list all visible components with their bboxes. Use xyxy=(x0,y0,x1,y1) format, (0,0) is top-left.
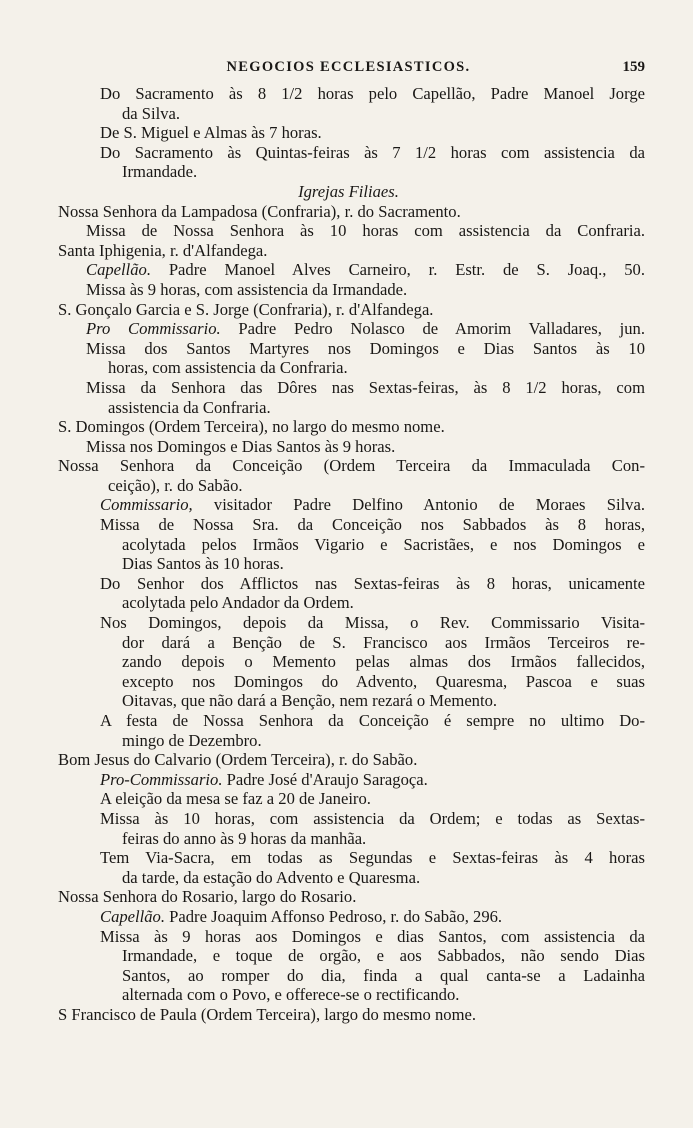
text-line xyxy=(52,358,645,378)
line-text: Oitavas, que não dará a Benção, nem rezará o Memento. xyxy=(122,691,498,711)
text-line xyxy=(52,809,645,829)
line-text: Nossa Senhora da Conceição (Ordem Terceira da Immaculada Con- xyxy=(58,456,645,476)
text-line xyxy=(52,848,645,868)
role-label: Capellão. xyxy=(86,260,151,280)
line-text: Nossa Senhora do Rosario, largo do Rosario. xyxy=(58,887,357,907)
text-line xyxy=(52,691,645,711)
line-text: da Silva. xyxy=(122,103,181,123)
text-line xyxy=(52,495,645,515)
line-text: Irmandade. xyxy=(122,162,198,182)
line-text: Do Sacramento às Quintas-feiras às 7 1/2 horas com assistencia da xyxy=(100,142,645,162)
text-line xyxy=(52,1005,645,1025)
line-text: De S. Miguel e Almas às 7 horas. xyxy=(100,123,322,143)
line-text: Santa Iphigenia, r. d'Alfandega. xyxy=(58,240,268,260)
text-line xyxy=(52,221,645,241)
text-line xyxy=(52,339,645,359)
page-number: 159 xyxy=(622,59,645,75)
line-text: Missa da Senhora das Dôres nas Sextas-feiras, às 8 1/2 horas, com xyxy=(86,377,645,397)
line-text: ceição), r. do Sabão. xyxy=(108,475,243,495)
line-text: Santos, ao romper do dia, finda a qual canta-se a Ladainha xyxy=(122,965,645,985)
text-line xyxy=(52,789,645,809)
text-line xyxy=(52,554,645,574)
line-text: Igrejas Filiaes. xyxy=(298,181,399,201)
running-title: NEGOCIOS ECCLESIASTICOS. xyxy=(226,59,471,75)
text-line xyxy=(52,515,645,535)
text-line xyxy=(52,711,645,731)
line-text: S Francisco de Paula (Ordem Terceira), largo do mesmo nome. xyxy=(58,1004,477,1024)
text-line xyxy=(52,398,645,418)
text-line xyxy=(52,750,645,770)
text-line xyxy=(52,84,645,104)
text-line xyxy=(52,280,645,300)
text-line xyxy=(52,927,645,947)
line-text: Missa nos Domingos e Dias Santos às 9 horas. xyxy=(86,436,396,456)
line-text: S. Domingos (Ordem Terceira), no largo do mesmo nome. xyxy=(58,417,445,437)
line-text: visitador Padre Delfino Antonio de Moraes Silva. xyxy=(192,495,645,515)
line-text: zando depois o Memento pelas almas dos Irmãos fallecidos, xyxy=(122,652,645,672)
line-text: Missa às 9 horas, com assistencia da Irmandade. xyxy=(86,279,408,299)
text-line xyxy=(52,946,645,966)
role-label: Commissario, xyxy=(100,495,193,515)
line-text: Do Senhor dos Afflictos nas Sextas-feiras às 8 horas, unicamente xyxy=(100,573,645,593)
body-text xyxy=(52,84,645,1025)
text-line xyxy=(52,456,645,476)
line-text: Dias Santos às 10 horas. xyxy=(122,554,284,574)
text-line xyxy=(52,907,645,927)
text-line xyxy=(52,966,645,986)
text-line xyxy=(52,593,645,613)
text-line xyxy=(52,260,645,280)
text-line xyxy=(52,123,645,143)
line-text: S. Gonçalo Garcia e S. Jorge (Confraria), r. d'Alfandega. xyxy=(58,299,434,319)
line-text: Missa de Nossa Senhora às 10 horas com assistencia da Confraria. xyxy=(86,221,645,241)
section-heading xyxy=(52,182,645,202)
line-text: Missa às 10 horas, com assistencia da Ordem; e todas as Sextas- xyxy=(100,808,645,828)
role-label: Pro Commissario. xyxy=(86,319,221,339)
text-line xyxy=(52,241,645,261)
text-line xyxy=(52,829,645,849)
text-line xyxy=(52,535,645,555)
text-line xyxy=(52,731,645,751)
text-line xyxy=(52,985,645,1005)
line-text: A eleição da mesa se faz a 20 de Janeiro. xyxy=(100,789,371,809)
line-text: acolytada pelo Andador da Ordem. xyxy=(122,593,354,613)
line-text: Missa dos Santos Martyres nos Domingos e Dias Santos às 10 xyxy=(86,338,645,358)
text-line xyxy=(52,319,645,339)
text-line xyxy=(52,887,645,907)
line-text: acolytada pelos Irmãos Vigario e Sacristães, e nos Domingos e xyxy=(122,534,645,554)
text-line xyxy=(52,378,645,398)
text-line xyxy=(52,633,645,653)
line-text: Missa de Nossa Sra. da Conceição nos Sabbados às 8 horas, xyxy=(100,515,645,535)
text-line xyxy=(52,104,645,124)
line-text: mingo de Dezembro. xyxy=(122,730,262,750)
text-line xyxy=(52,652,645,672)
line-text: Missa às 9 horas aos Domingos e dias Santos, com assistencia da xyxy=(100,926,645,946)
line-text: Nossa Senhora da Lampadosa (Confraria), r. do Sacramento. xyxy=(58,201,461,221)
text-line xyxy=(52,770,645,790)
line-text: Nos Domingos, depois da Missa, o Rev. Commissario Visita- xyxy=(100,613,645,633)
text-line xyxy=(52,574,645,594)
line-text: Padre Pedro Nolasco de Amorim Valladares, jun. xyxy=(220,319,645,339)
line-text: Irmandade, e toque de orgão, e aos Sabbados, não sendo Dias xyxy=(122,946,645,966)
text-line xyxy=(52,202,645,222)
text-line xyxy=(52,143,645,163)
line-text: Bom Jesus do Calvario (Ordem Terceira), r. do Sabão. xyxy=(58,750,418,770)
line-text: Do Sacramento às 8 1/2 horas pelo Capellão, Padre Manoel Jorge xyxy=(100,84,645,103)
line-text: Padre Manoel Alves Carneiro, r. Estr. de S. Joaq., 50. xyxy=(151,260,645,280)
line-text: da tarde, da estação do Advento e Quaresma. xyxy=(122,867,421,887)
line-text: A festa de Nossa Senhora da Conceição é sempre no ultimo Do- xyxy=(100,711,645,730)
line-text: Padre José d'Araujo Saragoça. xyxy=(222,769,428,789)
text-line xyxy=(52,613,645,633)
line-text: Padre Joaquim Affonso Pedroso, r. do Sabão, 296. xyxy=(165,906,503,926)
line-text: assistencia da Confraria. xyxy=(108,397,271,417)
text-line xyxy=(52,672,645,692)
line-text: alternada com o Povo, e offerece-se o rectificando. xyxy=(122,985,460,1005)
role-label: Capellão. xyxy=(100,906,165,926)
role-label: Pro-Commissario. xyxy=(100,769,223,789)
text-line xyxy=(52,476,645,496)
line-text: horas, com assistencia da Confraria. xyxy=(108,358,348,378)
line-text: excepto nos Domingos do Advento, Quaresma, Pascoa e suas xyxy=(122,671,645,691)
page-header xyxy=(52,58,645,84)
text-line xyxy=(52,417,645,437)
text-line xyxy=(52,162,645,182)
text-line xyxy=(52,868,645,888)
text-line xyxy=(52,300,645,320)
line-text: feiras do anno às 9 horas da manhãa. xyxy=(122,828,367,848)
line-text: dor dará a Benção de S. Francisco aos Irmãos Terceiros re- xyxy=(122,632,645,652)
text-line xyxy=(52,437,645,457)
line-text: Tem Via-Sacra, em todas as Segundas e Sextas-feiras às 4 horas xyxy=(100,848,645,868)
